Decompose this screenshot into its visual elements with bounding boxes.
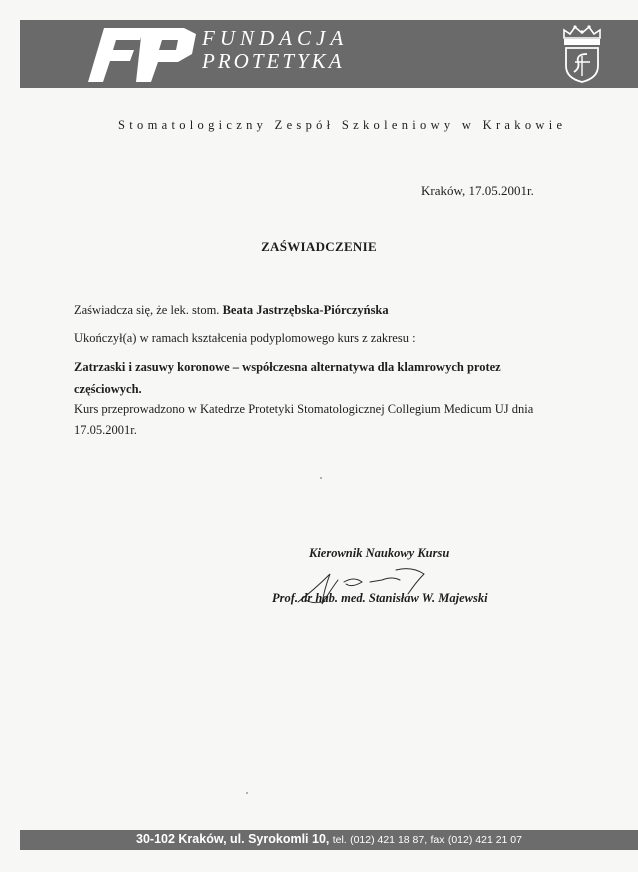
footer-fax: (012) 421 21 07 (447, 834, 522, 846)
certificate-title: ZAŚWIADCZENIE (261, 239, 377, 254)
document-date: Kraków, 17.05.2001r. (421, 183, 534, 198)
completed-line: Ukończył(a) w ramach kształcenia podyplomowego kurs z zakresu : (74, 331, 416, 345)
person-name: Beata Jastrzębska-Piórczyńska (222, 303, 389, 317)
brand-name-line2: PROTETYKA (202, 49, 345, 73)
scan-speck (246, 792, 248, 794)
institution-subheading: Stomatologiczny Zespół Szkoleniowy w Krakowie (118, 118, 567, 132)
brand-name-line1: FUNDACJA (202, 26, 349, 50)
certify-prefix: Zaświadcza się, że lek. stom. (74, 303, 220, 317)
scan-speck (320, 477, 322, 479)
footer-bar (20, 830, 638, 850)
footer-fax-label: fax (430, 834, 445, 846)
fp-logo-icon (84, 26, 200, 82)
foundation-logo (84, 26, 200, 82)
certify-line (74, 301, 389, 319)
course-title: Zatrzaski i zasuwy koronowe – współczesna alternatywa dla klamrowych protez częściowych. (74, 360, 501, 396)
supervisor-role: Kierownik Naukowy Kursu (309, 546, 450, 560)
supervisor-name: Prof. dr hab. med. Stanisław W. Majewski (272, 591, 488, 605)
footer-contact (20, 832, 638, 846)
header-banner (20, 20, 638, 88)
footer-address: 30-102 Kraków, ul. Syrokomli 10, (136, 832, 330, 846)
venue-line: Kurs przeprowadzono w Katedrze Protetyki Stomatologicznej Collegium Medicum UJ dnia 17.05.2001r. (74, 402, 534, 437)
footer-tel: (012) 421 18 87, (350, 834, 428, 846)
footer-tel-label: tel. (332, 834, 347, 846)
crown-shield-icon (560, 24, 604, 84)
krakow-crest (560, 24, 604, 84)
